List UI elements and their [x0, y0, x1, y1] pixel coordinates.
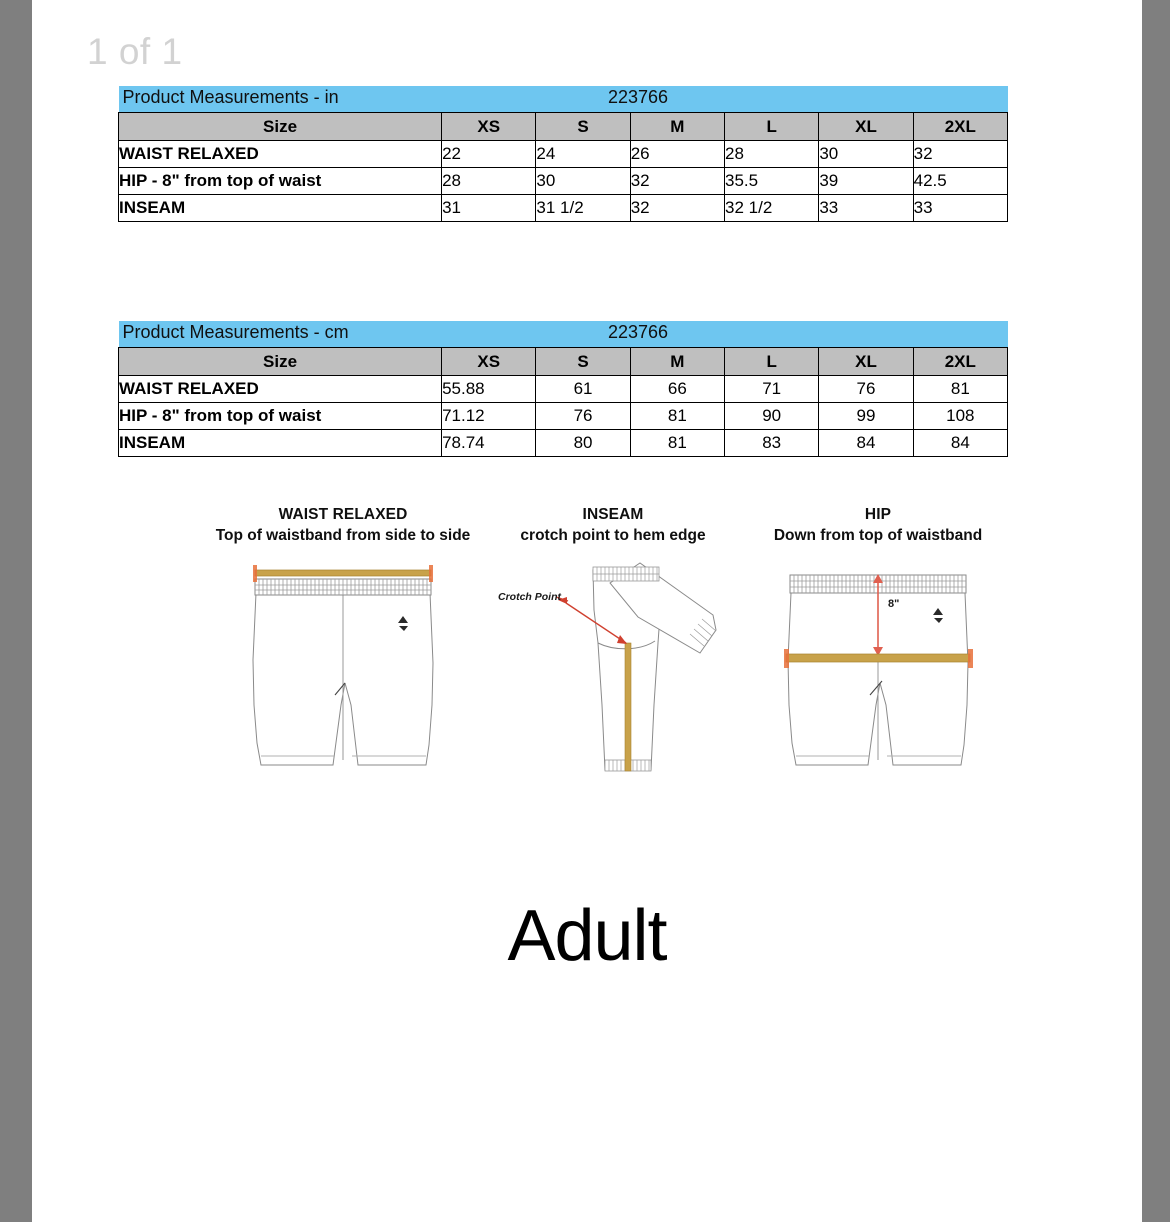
- hip-drop-annotation: 8": [888, 597, 900, 610]
- banner-title: Product Measurements - cm: [122, 322, 349, 342]
- diagram-waist: [193, 505, 493, 795]
- cell-value: 32: [630, 168, 724, 195]
- column-header-size: Size: [119, 348, 442, 376]
- banner-title: Product Measurements - in: [122, 87, 339, 107]
- measurement-diagrams: [118, 505, 1038, 835]
- column-header-2xl: 2XL: [913, 348, 1007, 376]
- cell-value: 78.74: [442, 430, 536, 457]
- diagram-subtitle: Top of waistband from side to side: [215, 526, 471, 544]
- cell-value: 83: [725, 430, 819, 457]
- table-row: [119, 141, 1008, 168]
- cell-value: 84: [819, 430, 913, 457]
- cell-value: 71.12: [442, 403, 536, 430]
- cell-value: 71: [725, 376, 819, 403]
- table-row: [119, 430, 1008, 457]
- cell-value: 76: [536, 403, 630, 430]
- style-number: 223766: [607, 322, 669, 342]
- measurements-table-inches: [118, 86, 1008, 222]
- table-row: [119, 168, 1008, 195]
- cell-value: 31 1/2: [536, 195, 630, 222]
- cell-value: 22: [442, 141, 536, 168]
- diagram-title: INSEAM: [582, 506, 644, 523]
- document-page: [32, 0, 1142, 1222]
- cell-value: 28: [725, 141, 819, 168]
- table-banner-row: [119, 321, 1008, 348]
- diagram-title: WAIST RELAXED: [278, 506, 408, 523]
- row-label: HIP - 8" from top of waist: [119, 403, 442, 430]
- cell-value: 32 1/2: [725, 195, 819, 222]
- measurements-table-cm: [118, 321, 1008, 457]
- cell-value: 32: [630, 195, 724, 222]
- column-header-m: M: [630, 113, 724, 141]
- crotch-point-annotation: Crotch Point: [498, 590, 561, 603]
- shorts-front-hip-measure-icon: [728, 555, 1028, 795]
- cell-value: 32: [913, 141, 1007, 168]
- column-header-l: L: [725, 348, 819, 376]
- table-row: [119, 403, 1008, 430]
- table-header-row: [119, 348, 1008, 376]
- page-indicator: 1 of 1: [87, 31, 183, 72]
- banner-cell: [119, 321, 1008, 348]
- cell-value: 33: [913, 195, 1007, 222]
- table-row: [119, 195, 1008, 222]
- diagram-subtitle: Down from top of waistband: [773, 526, 983, 544]
- cell-value: 55.88: [442, 376, 536, 403]
- row-label: INSEAM: [119, 195, 442, 222]
- cell-value: 30: [536, 168, 630, 195]
- column-header-xl: XL: [819, 348, 913, 376]
- cell-value: 66: [630, 376, 724, 403]
- diagram-hip: [728, 505, 1028, 795]
- diagram-title: HIP: [864, 506, 892, 523]
- diagram-inseam: [488, 505, 738, 805]
- cell-value: 81: [630, 430, 724, 457]
- column-header-m: M: [630, 348, 724, 376]
- row-label: HIP - 8" from top of waist: [119, 168, 442, 195]
- row-label: WAIST RELAXED: [119, 376, 442, 403]
- cell-value: 24: [536, 141, 630, 168]
- cell-value: 99: [819, 403, 913, 430]
- cell-value: 81: [913, 376, 1007, 403]
- page-caption: Adult: [507, 896, 667, 976]
- column-header-xs: XS: [442, 348, 536, 376]
- cell-value: 26: [630, 141, 724, 168]
- table-row: [119, 376, 1008, 403]
- folded-pant-leg-inseam-measure-icon: [488, 555, 738, 805]
- style-number: 223766: [607, 87, 669, 107]
- column-header-size: Size: [119, 113, 442, 141]
- column-header-xl: XL: [819, 113, 913, 141]
- cell-value: 31: [442, 195, 536, 222]
- page-gutter-right: [1142, 0, 1170, 1222]
- page-gutter-left: [0, 0, 32, 1222]
- column-header-2xl: 2XL: [913, 113, 1007, 141]
- column-header-s: S: [536, 348, 630, 376]
- banner-cell: [119, 86, 1008, 113]
- column-header-s: S: [536, 113, 630, 141]
- cell-value: 39: [819, 168, 913, 195]
- cell-value: 35.5: [725, 168, 819, 195]
- column-header-xs: XS: [442, 113, 536, 141]
- cell-value: 76: [819, 376, 913, 403]
- cell-value: 33: [819, 195, 913, 222]
- table-header-row: [119, 113, 1008, 141]
- table-banner-row: [119, 86, 1008, 113]
- row-label: WAIST RELAXED: [119, 141, 442, 168]
- cell-value: 84: [913, 430, 1007, 457]
- cell-value: 80: [536, 430, 630, 457]
- cell-value: 90: [725, 403, 819, 430]
- cell-value: 28: [442, 168, 536, 195]
- cell-value: 81: [630, 403, 724, 430]
- cell-value: 61: [536, 376, 630, 403]
- cell-value: 30: [819, 141, 913, 168]
- cell-value: 108: [913, 403, 1007, 430]
- diagram-subtitle: crotch point to hem edge: [520, 526, 706, 544]
- column-header-l: L: [725, 113, 819, 141]
- cell-value: 42.5: [913, 168, 1007, 195]
- row-label: INSEAM: [119, 430, 442, 457]
- shorts-front-waist-measure-icon: [193, 555, 493, 795]
